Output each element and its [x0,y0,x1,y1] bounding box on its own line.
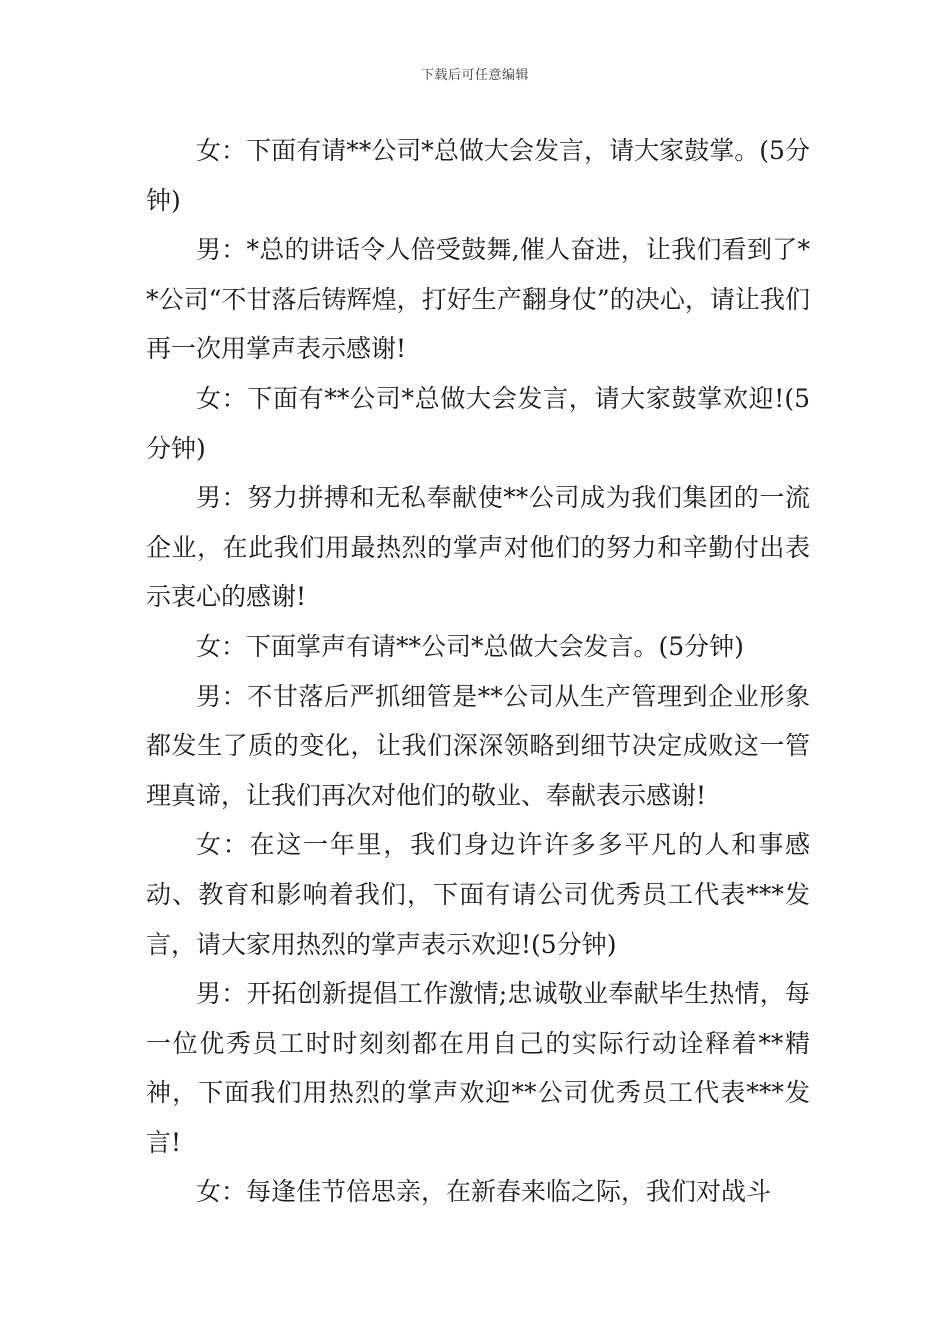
paragraph-7: 女：在这一年里，我们身边许许多多平凡的人和事感动、教育和影响着我们，下面有请公司优秀员工代表***发言，请大家用热烈的掌声表示欢迎!(5分钟) [146,830,810,959]
paragraph-4: 男：努力拼搏和无私奉献使**公司成为我们集团的一流企业，在此我们用最热烈的掌声对他们的努力和辛勤付出表示衷心的感谢! [146,483,810,612]
paragraph-3: 女：下面有**公司*总做大会发言，请大家鼓掌欢迎!(5分钟) [146,383,810,463]
paragraph-1: 女：下面有请**公司*总做大会发言，请大家鼓掌。(5分钟) [146,136,810,215]
paragraph-2: 男：*总的讲话令人倍受鼓舞,催人奋进，让我们看到了**公司“不甘落后铸辉煌，打好生产翻身仗”的决心，请让我们再一次用掌声表示感谢! [146,235,810,364]
paragraph-9: 女：每逢佳节倍思亲，在新春来临之际，我们对战斗 [196,1177,772,1207]
page-header: 下载后可任意编辑 [420,68,529,83]
paragraph-6: 男：不甘落后严抓细管是**公司从生产管理到企业形象都发生了质的变化，让我们深深领略到细节决定成败这一管理真谛，让我们再次对他们的敬业、奉献表示感谢! [146,681,810,810]
document-body [146,126,810,1217]
paragraph-5: 女：下面掌声有请**公司*总做大会发言。(5分钟) [196,631,744,661]
paragraph-8: 男：开拓创新提倡工作激情;忠诚敬业奉献毕生热情，每一位优秀员工时时刻刻都在用自己的实际行动诠释着**精神，下面我们用热烈的掌声欢迎**公司优秀员工代表***发言! [146,979,810,1157]
